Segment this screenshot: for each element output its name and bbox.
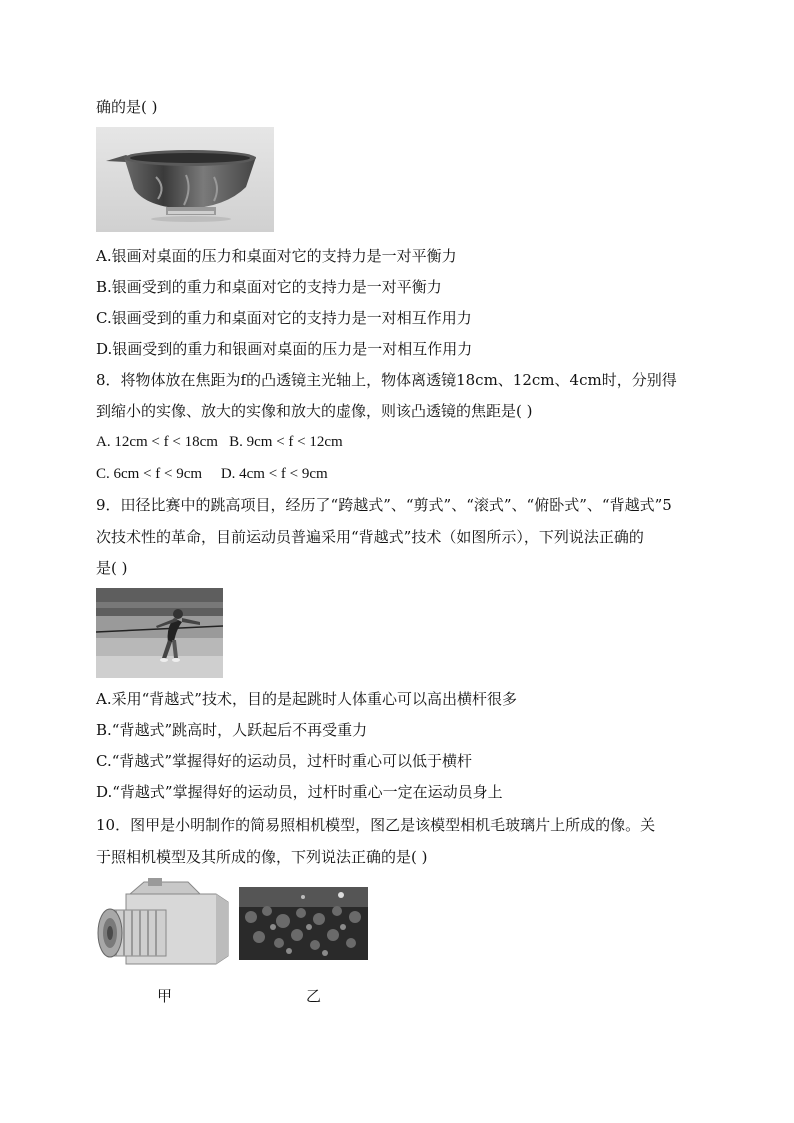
q9-stem-line2: 次技术性的革命，目前运动员普遍采用“背越式”技术（如图所示），下列说法正确的	[96, 528, 644, 546]
q7-stem-tail: 确的是( )	[96, 98, 158, 116]
q9-option-d: D.“背越式”掌握得好的运动员，过杆时重心一定在运动员身上	[96, 783, 503, 801]
q7-option-c: C.银画受到的重力和桌面对它的支持力是一对相互作用力	[96, 309, 472, 327]
q9-option-a: A.采用“背越式”技术，目的是起跳时人体重心可以高出横杆很多	[96, 690, 517, 708]
q8-stem-line1: 8．将物体放在焦距为f的凸透镜主光轴上，物体离透镜18cm、12cm、4cm时，分别得	[96, 371, 677, 389]
q7-option-b: B.银画受到的重力和桌面对它的支持力是一对平衡力	[96, 278, 442, 296]
q8-stem-line2: 到缩小的实像、放大的实像和放大的虚像，则该凸透镜的焦距是( )	[96, 402, 533, 420]
camera-model-image	[96, 878, 232, 970]
q9-option-b: B.“背越式”跳高时，人跃起后不再受重力	[96, 721, 368, 739]
silver-bowl-image	[96, 127, 274, 232]
q10-stem-line2: 于照相机模型及其所成的像，下列说法正确的是( )	[96, 848, 428, 866]
caption-yi: 乙	[306, 987, 322, 1005]
q9-stem-line3: 是( )	[96, 559, 128, 577]
q7-option-a: A.银画对桌面的压力和桌面对它的支持力是一对平衡力	[96, 247, 457, 265]
frosted-glass-image	[239, 887, 368, 960]
caption-jia: 甲	[157, 987, 173, 1005]
q7-option-d: D.银画受到的重力和银画对桌面的压力是一对相互作用力	[96, 340, 473, 358]
q8-options-ab: A. 12cm < f < 18cm B. 9cm < f < 12cm	[96, 434, 343, 450]
q9-stem-line1: 9．田径比赛中的跳高项目，经历了“跨越式”、“剪式”、“滚式”、“俯卧式”、“背越式”5	[96, 496, 672, 514]
q9-option-c: C.“背越式”掌握得好的运动员，过杆时重心可以低于横杆	[96, 752, 473, 770]
high-jump-image	[96, 588, 223, 678]
q8-options-cd: C. 6cm < f < 9cm D. 4cm < f < 9cm	[96, 466, 328, 482]
q10-stem-line1: 10．图甲是小明制作的简易照相机模型，图乙是该模型相机毛玻璃片上所成的像。关	[96, 816, 656, 834]
